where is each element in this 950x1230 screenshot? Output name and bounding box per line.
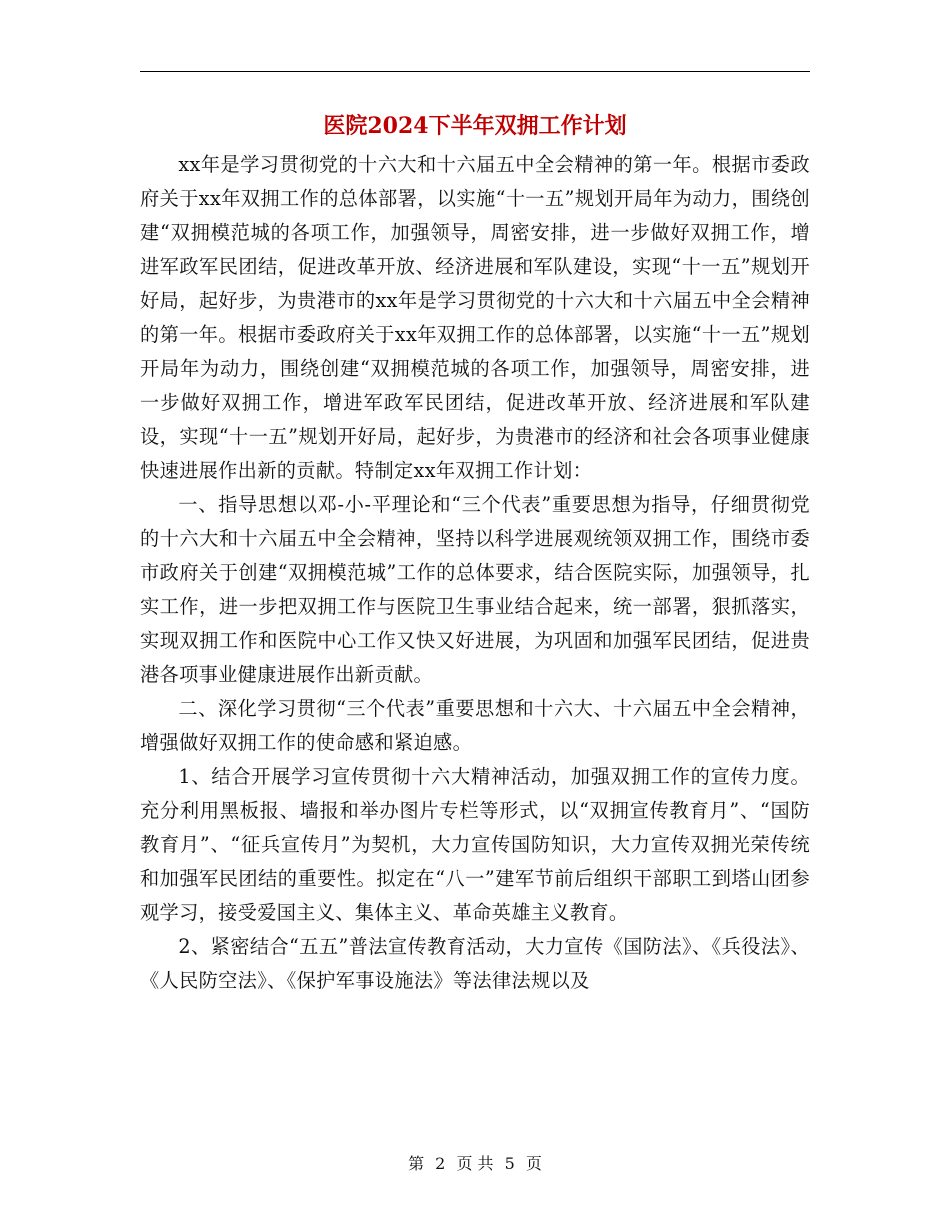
document-body [140,148,810,998]
paragraph-item-two: 2、紧密结合“五五”普法宣传教育活动，大力宣传《国防法》、《兵役法》、《人民防空法》、《保护军事设施法》等法律法规以及 [140,935,810,992]
footer-total-pages: 5 [504,1154,515,1173]
footer-suffix: 页 [525,1154,542,1173]
paragraph-intro: xx年是学习贯彻党的十六大和十六届五中全会精神的第一年。根据市委政府关于xx年双拥工作的总体部署，以实施“十一五”规划开局年为动力，围绕创建“双拥模范城的各项工作，加强领导，周密安排，进一步做好双拥工作，增进军政军民团结，促进改革开放、经济进展和军队建设，实现“十一五”规划开好局，起好步，为贵港市的xx年是学习贯彻党的十六大和十六届五中全会精神的第一年。根据市委政府关于xx年双拥工作的总体部署，以实施“十一五”规划开局年为动力，围绕创建“双拥模范城的各项工作，加强领导，周密安排，进一步做好双拥工作，增进军政军民团结，促进改革开放、经济进展和军队建设，实现“十一五”规划开好局，起好步，为贵港市的经济和社会各项事业健康快速进展作出新的贡献。特制定xx年双拥工作计划： [140,153,810,482]
page-footer [140,1153,810,1175]
paragraph-section-two: 二、深化学习贯彻“三个代表”重要思想和十六大、十六届五中全会精神，增强做好双拥工作的使命感和紧迫感。 [140,697,810,754]
header-rule [140,71,810,72]
paragraph-guiding-ideology: 一、指导思想以邓-小-平理论和“三个代表”重要思想为指导，仔细贯彻党的十六大和十六届五中全会精神，坚持以科学进展观统领双拥工作，围绕市委市政府关于创建“双拥模范城”工作的总体要求，结合医院实际，加强领导，扎实工作，进一步把双拥工作与医院卫生事业结合起来，统一部署，狠抓落实，实现双拥工作和医院中心工作又快又好进展，为巩固和加强军民团结，促进贵港各项事业健康进展作出新贡献。 [140,493,810,686]
paragraph-item-one: 1、结合开展学习宣传贯彻十六大精神活动，加强双拥工作的宣传力度。充分利用黑板报、墙报和举办图片专栏等形式，以“双拥宣传教育月”、“国防教育月”、“征兵宣传月”为契机，大力宣传国防知识，大力宣传双拥光荣传统和加强军民团结的重要性。拟定在“八一”建军节前后组织干部职工到塔山团参观学习，接受爱国主义、集体主义、革命英雄主义教育。 [140,765,810,924]
footer-prefix: 第 [408,1154,425,1173]
footer-middle: 页 共 [456,1154,494,1173]
document-title: 医院2024下半年双拥工作计划 [323,113,627,139]
footer-page-number: 2 [435,1154,446,1173]
